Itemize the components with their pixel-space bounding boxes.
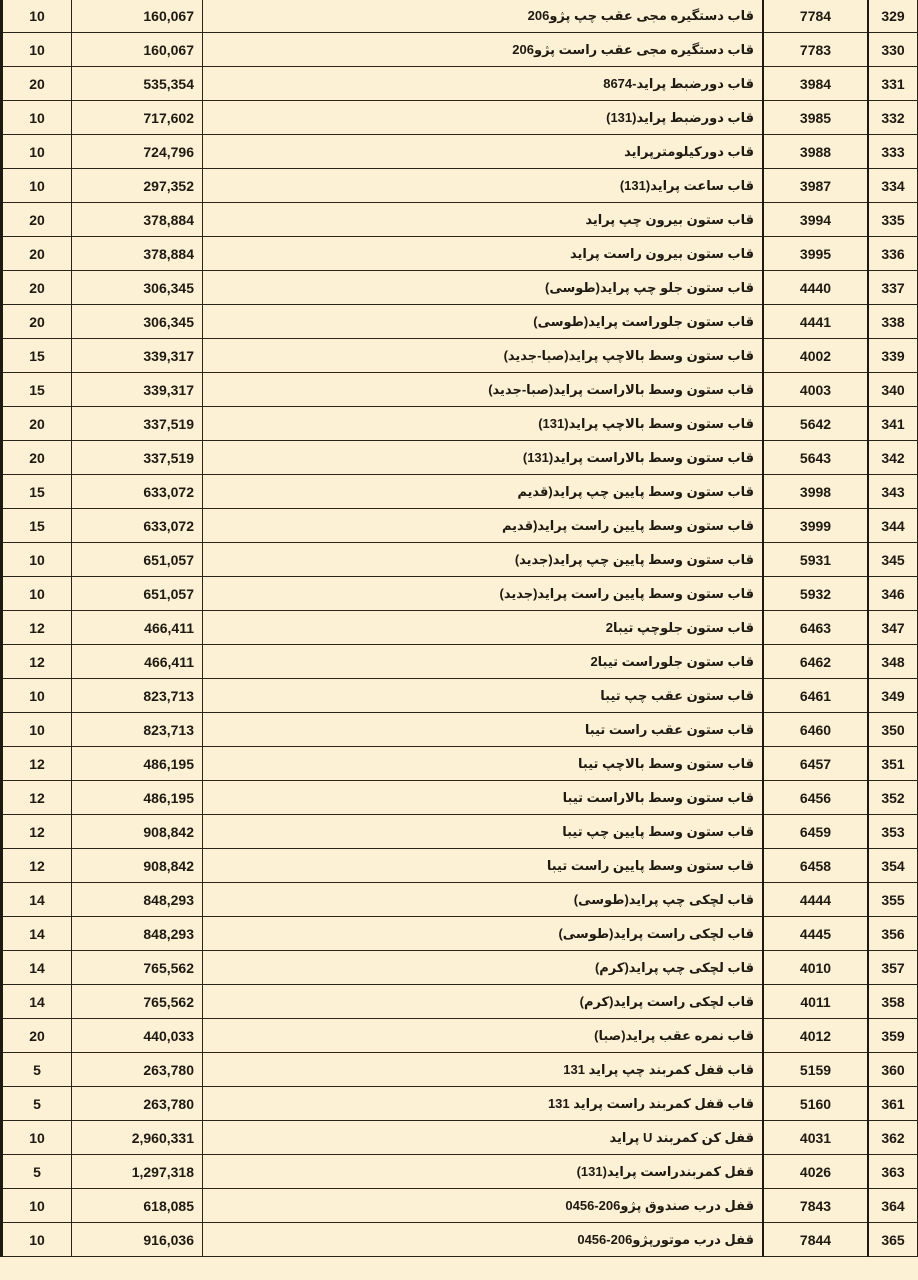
quantity-cell: 14: [2, 883, 72, 917]
quantity-cell: 15: [2, 339, 72, 373]
table-row: [2, 373, 918, 407]
row-number-cell: 355: [868, 883, 918, 917]
price-cell: 618,085: [72, 1189, 203, 1223]
description-cell: قاب ستون بیرون چپ پراید: [203, 203, 764, 237]
table-row: [2, 645, 918, 679]
quantity-cell: 10: [2, 543, 72, 577]
code-cell: 6459: [763, 815, 868, 849]
table-row: [2, 815, 918, 849]
row-number-cell: 334: [868, 169, 918, 203]
description-cell: قاب ستون وسط بالاراست تیبا: [203, 781, 764, 815]
price-cell: 337,519: [72, 441, 203, 475]
price-cell: 1,297,318: [72, 1155, 203, 1189]
price-cell: 908,842: [72, 815, 203, 849]
table-row: [2, 577, 918, 611]
description-cell: قاب لچکی راست پراید(طوسی): [203, 917, 764, 951]
price-cell: 160,067: [72, 0, 203, 33]
table-row: [2, 271, 918, 305]
price-cell: 306,345: [72, 271, 203, 305]
quantity-cell: 10: [2, 101, 72, 135]
description-cell: قفل درب صندوق پژو206-0456: [203, 1189, 764, 1223]
quantity-cell: 20: [2, 203, 72, 237]
price-cell: 823,713: [72, 713, 203, 747]
code-cell: 7844: [763, 1223, 868, 1257]
quantity-cell: 10: [2, 1189, 72, 1223]
quantity-cell: 10: [2, 135, 72, 169]
row-number-cell: 353: [868, 815, 918, 849]
code-cell: 4441: [763, 305, 868, 339]
price-cell: 337,519: [72, 407, 203, 441]
table-row: [2, 203, 918, 237]
price-cell: 160,067: [72, 33, 203, 67]
quantity-cell: 10: [2, 577, 72, 611]
row-number-cell: 339: [868, 339, 918, 373]
code-cell: 5643: [763, 441, 868, 475]
quantity-cell: 15: [2, 509, 72, 543]
description-cell: قاب ستون جلو چپ پراید(طوسی): [203, 271, 764, 305]
code-cell: 3985: [763, 101, 868, 135]
price-cell: 466,411: [72, 611, 203, 645]
price-cell: 916,036: [72, 1223, 203, 1257]
price-cell: 440,033: [72, 1019, 203, 1053]
row-number-cell: 336: [868, 237, 918, 271]
description-cell: قاب ستون جلوراست تیبا2: [203, 645, 764, 679]
code-cell: 4002: [763, 339, 868, 373]
description-cell: قاب ستون جلوچپ تیبا2: [203, 611, 764, 645]
description-cell: قاب ستون وسط بالاچپ تیبا: [203, 747, 764, 781]
table-row: [2, 713, 918, 747]
description-cell: قاب لچکی راست پراید(کرم): [203, 985, 764, 1019]
row-number-cell: 359: [868, 1019, 918, 1053]
table-row: [2, 101, 918, 135]
price-cell: 823,713: [72, 679, 203, 713]
description-cell: قاب ستون وسط بالاراست پراید(صبا-جدید): [203, 373, 764, 407]
quantity-cell: 20: [2, 441, 72, 475]
description-cell: قاب دورضبط پراید-8674: [203, 67, 764, 101]
description-cell: قاب ستون عقب راست تیبا: [203, 713, 764, 747]
code-cell: 3994: [763, 203, 868, 237]
row-number-cell: 347: [868, 611, 918, 645]
code-cell: 3987: [763, 169, 868, 203]
quantity-cell: 20: [2, 271, 72, 305]
price-cell: 908,842: [72, 849, 203, 883]
row-number-cell: 343: [868, 475, 918, 509]
description-cell: قاب نمره عقب پراید(صبا): [203, 1019, 764, 1053]
price-cell: 848,293: [72, 917, 203, 951]
row-number-cell: 356: [868, 917, 918, 951]
price-cell: 633,072: [72, 475, 203, 509]
table-row: [2, 475, 918, 509]
table-row: [2, 849, 918, 883]
table-row: [2, 1223, 918, 1257]
table-row: [2, 67, 918, 101]
description-cell: قفل کن کمربند U پراید: [203, 1121, 764, 1155]
row-number-cell: 348: [868, 645, 918, 679]
quantity-cell: 5: [2, 1155, 72, 1189]
quantity-cell: 20: [2, 305, 72, 339]
quantity-cell: 10: [2, 713, 72, 747]
code-cell: 6461: [763, 679, 868, 713]
code-cell: 4445: [763, 917, 868, 951]
row-number-cell: 338: [868, 305, 918, 339]
description-cell: قاب ستون وسط بالاراست پراید(131): [203, 441, 764, 475]
quantity-cell: 10: [2, 1121, 72, 1155]
price-cell: 651,057: [72, 577, 203, 611]
quantity-cell: 5: [2, 1087, 72, 1121]
price-cell: 486,195: [72, 781, 203, 815]
table-row: [2, 1087, 918, 1121]
row-number-cell: 357: [868, 951, 918, 985]
code-cell: 6458: [763, 849, 868, 883]
description-cell: قاب ستون وسط بالاچپ پراید(صبا-جدید): [203, 339, 764, 373]
row-number-cell: 335: [868, 203, 918, 237]
code-cell: 5932: [763, 577, 868, 611]
description-cell: قاب دستگیره مجی عقب چپ پژو206: [203, 0, 764, 33]
row-number-cell: 331: [868, 67, 918, 101]
description-cell: قفل درب موتورپژو206-0456: [203, 1223, 764, 1257]
code-cell: 3995: [763, 237, 868, 271]
quantity-cell: 20: [2, 407, 72, 441]
code-cell: 6456: [763, 781, 868, 815]
row-number-cell: 342: [868, 441, 918, 475]
price-cell: 339,317: [72, 339, 203, 373]
row-number-cell: 362: [868, 1121, 918, 1155]
quantity-cell: 10: [2, 679, 72, 713]
row-number-cell: 365: [868, 1223, 918, 1257]
description-cell: قاب ستون بیرون راست پراید: [203, 237, 764, 271]
table-row: [2, 917, 918, 951]
code-cell: 5642: [763, 407, 868, 441]
description-cell: قاب ستون جلوراست پراید(طوسی): [203, 305, 764, 339]
table-row: [2, 679, 918, 713]
price-cell: 765,562: [72, 951, 203, 985]
quantity-cell: 14: [2, 985, 72, 1019]
row-number-cell: 354: [868, 849, 918, 883]
table-row: [2, 135, 918, 169]
quantity-cell: 14: [2, 917, 72, 951]
price-cell: 765,562: [72, 985, 203, 1019]
table-row: [2, 543, 918, 577]
row-number-cell: 341: [868, 407, 918, 441]
table-row: [2, 169, 918, 203]
code-cell: 7784: [763, 0, 868, 33]
quantity-cell: 12: [2, 747, 72, 781]
price-cell: 378,884: [72, 203, 203, 237]
code-cell: 3988: [763, 135, 868, 169]
price-cell: 848,293: [72, 883, 203, 917]
price-cell: 2,960,331: [72, 1121, 203, 1155]
row-number-cell: 345: [868, 543, 918, 577]
code-cell: 4031: [763, 1121, 868, 1155]
row-number-cell: 349: [868, 679, 918, 713]
price-cell: 717,602: [72, 101, 203, 135]
description-cell: قاب ستون وسط بالاچپ پراید(131): [203, 407, 764, 441]
row-number-cell: 360: [868, 1053, 918, 1087]
price-cell: 486,195: [72, 747, 203, 781]
code-cell: 4026: [763, 1155, 868, 1189]
table-row: [2, 237, 918, 271]
table-row: [2, 1189, 918, 1223]
description-cell: قاب ستون وسط پایین راست پراید(جدید): [203, 577, 764, 611]
code-cell: 6463: [763, 611, 868, 645]
description-cell: قاب ستون وسط پایین چپ پراید(قدیم: [203, 475, 764, 509]
code-cell: 6457: [763, 747, 868, 781]
code-cell: 4012: [763, 1019, 868, 1053]
quantity-cell: 10: [2, 169, 72, 203]
quantity-cell: 12: [2, 645, 72, 679]
table-row: [2, 509, 918, 543]
code-cell: 3998: [763, 475, 868, 509]
quantity-cell: 20: [2, 237, 72, 271]
code-cell: 3999: [763, 509, 868, 543]
price-cell: 339,317: [72, 373, 203, 407]
quantity-cell: 12: [2, 611, 72, 645]
quantity-cell: 15: [2, 475, 72, 509]
code-cell: 4444: [763, 883, 868, 917]
row-number-cell: 358: [868, 985, 918, 1019]
table-row: [2, 1121, 918, 1155]
description-cell: قاب قفل کمربند راست پراید 131: [203, 1087, 764, 1121]
table-row: [2, 985, 918, 1019]
price-cell: 263,780: [72, 1087, 203, 1121]
price-cell: 651,057: [72, 543, 203, 577]
quantity-cell: 20: [2, 1019, 72, 1053]
code-cell: 7843: [763, 1189, 868, 1223]
row-number-cell: 330: [868, 33, 918, 67]
price-cell: 535,354: [72, 67, 203, 101]
row-number-cell: 352: [868, 781, 918, 815]
code-cell: 7783: [763, 33, 868, 67]
table-row: [2, 781, 918, 815]
code-cell: 3984: [763, 67, 868, 101]
row-number-cell: 346: [868, 577, 918, 611]
price-cell: 466,411: [72, 645, 203, 679]
code-cell: 6462: [763, 645, 868, 679]
quantity-cell: 12: [2, 781, 72, 815]
description-cell: قاب ستون وسط پایین راست پراید(قدیم: [203, 509, 764, 543]
description-cell: قاب لچکی چپ پراید(طوسی): [203, 883, 764, 917]
description-cell: قاب ساعت پراید(131): [203, 169, 764, 203]
table-row: [2, 747, 918, 781]
code-cell: 4010: [763, 951, 868, 985]
price-cell: 724,796: [72, 135, 203, 169]
quantity-cell: 10: [2, 0, 72, 33]
row-number-cell: 351: [868, 747, 918, 781]
price-cell: 263,780: [72, 1053, 203, 1087]
code-cell: 5160: [763, 1087, 868, 1121]
table-row: [2, 0, 918, 33]
quantity-cell: 20: [2, 67, 72, 101]
row-number-cell: 363: [868, 1155, 918, 1189]
description-cell: قاب ستون وسط پایین چپ پراید(جدید): [203, 543, 764, 577]
table-row: [2, 33, 918, 67]
row-number-cell: 340: [868, 373, 918, 407]
price-cell: 297,352: [72, 169, 203, 203]
code-cell: 4003: [763, 373, 868, 407]
description-cell: قاب قفل کمربند چپ پراید 131: [203, 1053, 764, 1087]
code-cell: 5159: [763, 1053, 868, 1087]
table-row: [2, 1155, 918, 1189]
table-row: [2, 305, 918, 339]
description-cell: قاب ستون وسط پایین راست تیبا: [203, 849, 764, 883]
quantity-cell: 12: [2, 849, 72, 883]
row-number-cell: 337: [868, 271, 918, 305]
description-cell: قفل کمربندراست پراید(131): [203, 1155, 764, 1189]
quantity-cell: 10: [2, 1223, 72, 1257]
row-number-cell: 329: [868, 0, 918, 33]
row-number-cell: 361: [868, 1087, 918, 1121]
table-row: [2, 407, 918, 441]
table-row: [2, 1053, 918, 1087]
price-cell: 633,072: [72, 509, 203, 543]
description-cell: قاب دورکیلومترپراید: [203, 135, 764, 169]
description-cell: قاب دورضبط پراید(131): [203, 101, 764, 135]
row-number-cell: 333: [868, 135, 918, 169]
price-cell: 306,345: [72, 305, 203, 339]
quantity-cell: 12: [2, 815, 72, 849]
code-cell: 4440: [763, 271, 868, 305]
price-cell: 378,884: [72, 237, 203, 271]
quantity-cell: 10: [2, 33, 72, 67]
row-number-cell: 344: [868, 509, 918, 543]
description-cell: قاب لچکی چپ پراید(کرم): [203, 951, 764, 985]
table-row: [2, 441, 918, 475]
description-cell: قاب ستون عقب چپ تیبا: [203, 679, 764, 713]
table-row: [2, 1019, 918, 1053]
description-cell: قاب ستون وسط پایین چپ تیبا: [203, 815, 764, 849]
table-row: [2, 339, 918, 373]
row-number-cell: 332: [868, 101, 918, 135]
quantity-cell: 5: [2, 1053, 72, 1087]
code-cell: 5931: [763, 543, 868, 577]
table-row: [2, 611, 918, 645]
description-cell: قاب دستگیره مجی عقب راست پژو206: [203, 33, 764, 67]
code-cell: 4011: [763, 985, 868, 1019]
table-row: [2, 951, 918, 985]
quantity-cell: 15: [2, 373, 72, 407]
quantity-cell: 14: [2, 951, 72, 985]
table-row: [2, 883, 918, 917]
code-cell: 6460: [763, 713, 868, 747]
row-number-cell: 364: [868, 1189, 918, 1223]
row-number-cell: 350: [868, 713, 918, 747]
